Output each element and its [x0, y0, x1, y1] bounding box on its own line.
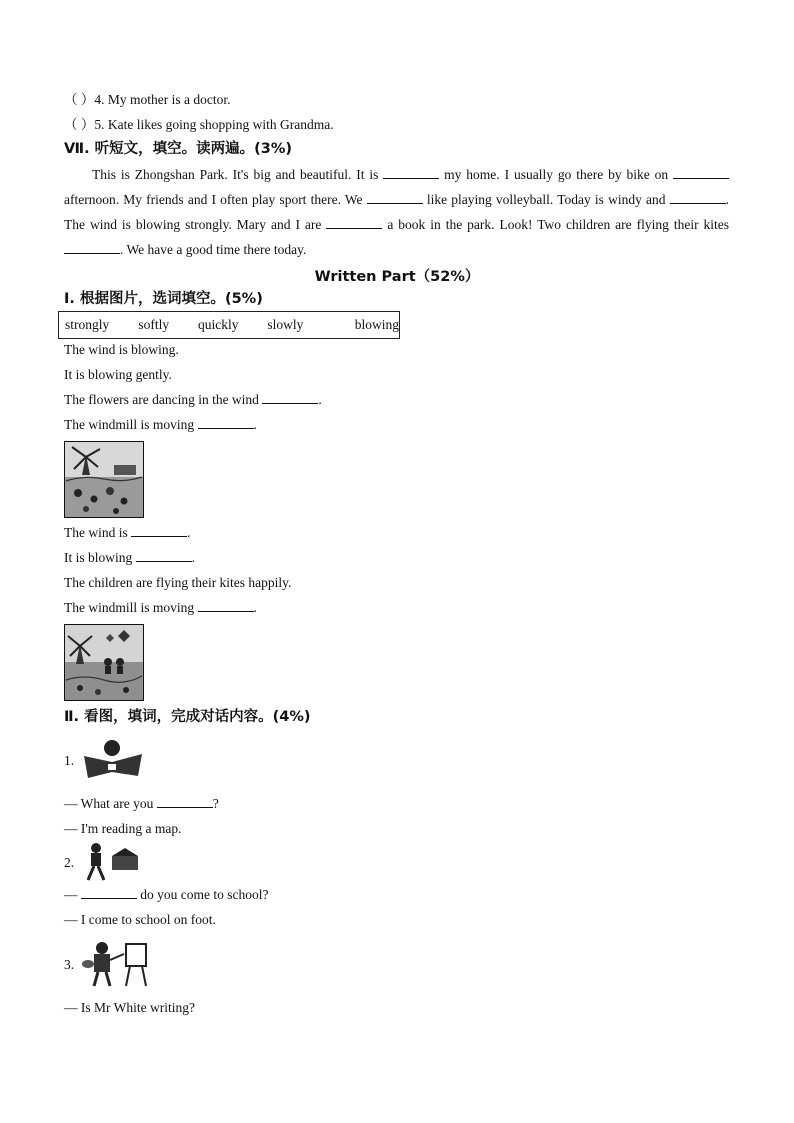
passage-text: like playing volleyball. Today is windy and: [426, 192, 666, 207]
question-5: （ ）5. Kate likes going shopping with Grandma.: [64, 117, 334, 132]
boy-reading-map-icon: [82, 738, 146, 780]
question-4: （ ）4. My mother is a doctor.: [64, 92, 231, 107]
item-number: 3.: [64, 957, 75, 972]
section-7-title: Ⅶ. 听短文，填空。读两遍。(3%): [64, 141, 293, 157]
man-painting-icon: [82, 940, 152, 988]
period: .: [253, 417, 257, 432]
passage-text: . We have a good time there today.: [120, 242, 307, 257]
blank[interactable]: [131, 524, 187, 537]
dialogue-text: do you come to school?: [140, 887, 269, 902]
dialogue-line: [64, 886, 268, 904]
period: .: [187, 525, 191, 540]
sentence-with-blank: [64, 391, 322, 409]
blank[interactable]: [198, 416, 254, 429]
blank[interactable]: [673, 166, 729, 179]
period: .: [253, 600, 257, 615]
passage-text: a book in the park. Look! Two children are flying their kites: [387, 217, 730, 232]
dialogue-line: — I come to school on foot.: [64, 912, 216, 927]
sentence-text: The windmill is moving: [64, 600, 195, 615]
blank[interactable]: [326, 216, 382, 229]
word-option: quickly: [197, 317, 239, 332]
blank[interactable]: [81, 886, 137, 899]
word-option: blowing: [354, 317, 399, 332]
blank[interactable]: [383, 166, 439, 179]
windmill-picture-2: [64, 624, 144, 701]
passage: [64, 162, 729, 262]
sentence-with-blank: [64, 416, 257, 434]
sentence-text: The flowers are dancing in the wind: [64, 392, 259, 407]
blank[interactable]: [262, 391, 318, 404]
question-mark: ?: [212, 796, 219, 811]
blank[interactable]: [136, 549, 192, 562]
sentence-with-blank: [64, 524, 191, 542]
passage-text: afternoon. My friends and I often play sport there. We: [64, 192, 363, 207]
dialogue-line: — Is Mr White writing?: [64, 1000, 195, 1015]
word-option: softly: [138, 317, 170, 332]
word-option: strongly: [65, 317, 110, 332]
dialogue-line: [64, 795, 219, 813]
boy-walking-to-school-icon: [82, 842, 140, 882]
sentence-with-blank: [64, 599, 257, 617]
dialogue-text: — What are you: [64, 796, 154, 811]
section-1-title: Ⅰ. 根据图片，选词填空。(5%): [64, 291, 263, 307]
item-number: 2.: [64, 855, 75, 870]
windmill-picture-1: [64, 441, 144, 518]
dash: —: [64, 887, 78, 902]
sentence: The wind is blowing.: [64, 342, 179, 357]
item-number: 1.: [64, 753, 75, 768]
sentence-with-blank: [64, 549, 195, 567]
period: .: [318, 392, 322, 407]
blank[interactable]: [670, 191, 726, 204]
word-option: slowly: [267, 317, 304, 332]
word-bank: [58, 311, 400, 339]
period: .: [191, 550, 196, 565]
sentence: The children are flying their kites happily.: [64, 575, 292, 590]
blank[interactable]: [64, 241, 120, 254]
blank[interactable]: [198, 599, 254, 612]
dialogue-line: — I'm reading a map.: [64, 821, 182, 836]
sentence-text: The windmill is moving: [64, 417, 195, 432]
sentence: It is blowing gently.: [64, 367, 172, 382]
section-2-title: Ⅱ. 看图，填词，完成对话内容。(4%): [64, 709, 311, 725]
written-part-title: Written Part（52%）: [314, 269, 480, 285]
sentence-text: The wind is: [64, 525, 128, 540]
passage-text: . The wind is blowing strongly. Mary and I are: [64, 192, 730, 232]
passage-text: my home. I usually go there by bike on: [444, 167, 669, 182]
passage-text: This is Zhongshan Park. It's big and beautiful. It is: [92, 167, 379, 182]
blank[interactable]: [367, 191, 423, 204]
sentence-text: It is blowing: [64, 550, 133, 565]
blank[interactable]: [157, 795, 213, 808]
